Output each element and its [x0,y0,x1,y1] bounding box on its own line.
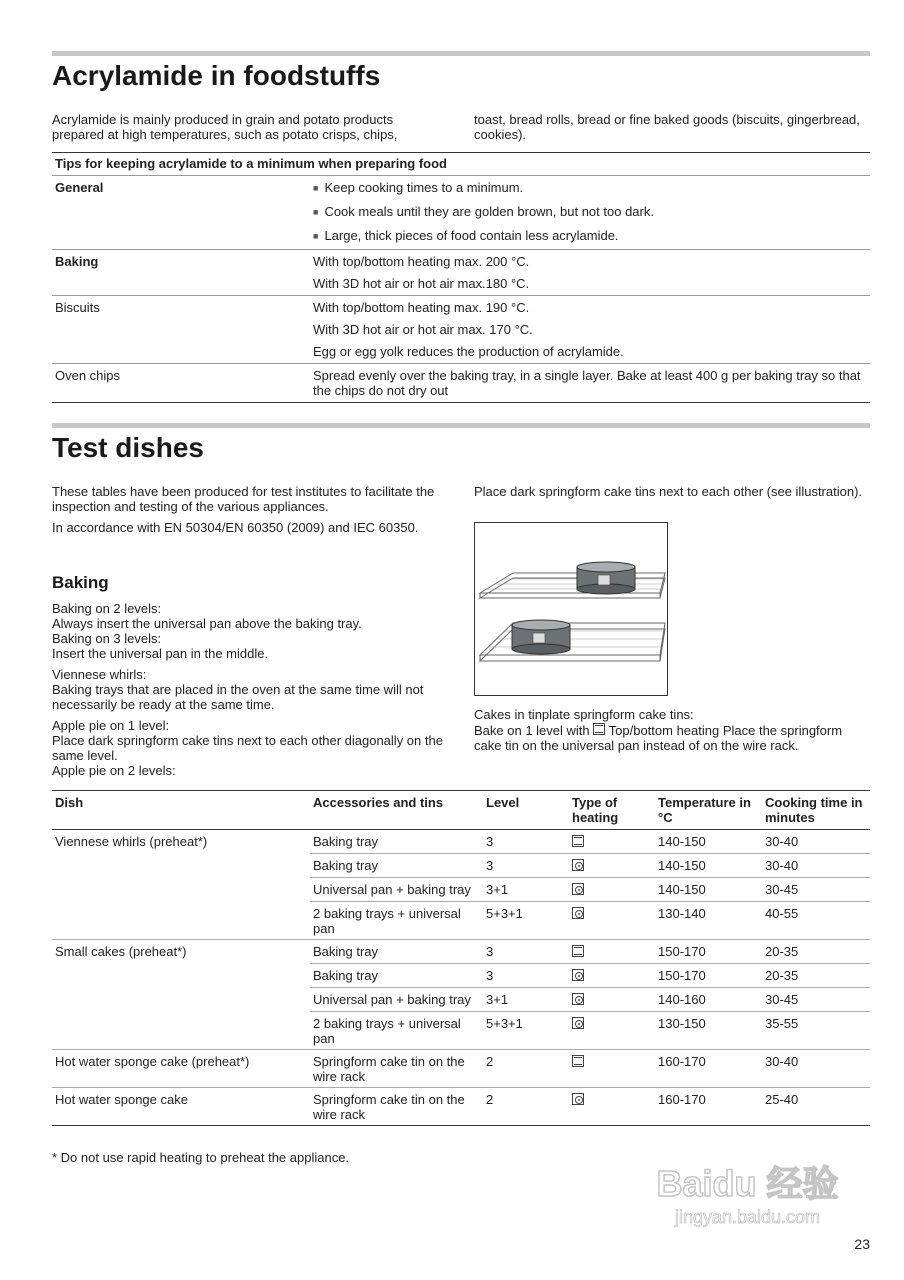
tips-table-row [52,250,870,274]
caption-text [474,722,870,753]
dish-cooking-time: 35-55 [762,1012,870,1050]
acrylamide-tips-table [52,152,870,403]
tips-text: Egg or egg yolk reduces the production of acrylamide. [313,344,624,359]
dish-accessories: Baking tray [310,854,483,878]
dish-name [52,964,310,988]
dish-table-row [52,940,870,964]
hot-air-icon [572,1093,584,1105]
baidu-watermark [640,1162,855,1228]
dish-table-row [52,1088,870,1126]
section-title-acrylamide: Acrylamide in foodstuffs [52,60,381,91]
dish-temperature: 130-150 [655,1012,762,1050]
acrylamide-intro-right: toast, bread rolls, bread or fine baked goods (biscuits, gingerbread, cookies). [474,112,860,142]
illustration-caption [474,707,870,753]
oven-racks-image [475,523,667,695]
baking-line: Baking trays that are placed in the oven at the same time will not necessarily be ready at the same time. [52,682,424,712]
baking-notes [52,601,448,784]
dish-heating [569,940,655,964]
dish-cooking-time: 40-55 [762,902,870,940]
dish-cooking-time: 20-35 [762,964,870,988]
dish-accessories: Springform cake tin on the wire rack [310,1088,483,1126]
table-footnote: * Do not use rapid heating to preheat the appliance. [52,1150,350,1165]
tips-text: ■ Large, thick pieces of food contain less acrylamide. [310,225,870,250]
tips-category: Oven chips [52,364,310,403]
dish-level: 3+1 [483,988,569,1012]
dish-accessories: Universal pan + baking tray [310,988,483,1012]
baking-line: Insert the universal pan in the middle. [52,646,269,661]
test-dishes-intro [52,484,448,541]
dish-cooking-time: 30-45 [762,878,870,902]
dish-table-row [52,830,870,854]
dish-table-header: Cooking time in minutes [762,791,870,830]
hot-air-icon [572,859,584,871]
dish-temperature: 140-150 [655,878,762,902]
dish-heating [569,1088,655,1126]
baking-paragraph [52,601,448,661]
tips-category [52,225,310,250]
dish-heating [569,1050,655,1088]
dish-level: 3 [483,854,569,878]
section-divider [52,423,870,428]
tips-category: General [55,180,104,195]
dish-name: Small cakes (preheat*) [52,940,310,964]
illustration-note: Place dark springform cake tins next to each other (see illustration). [474,484,863,499]
dish-cooking-time: 25-40 [762,1088,870,1126]
dish-temperature: 150-170 [655,940,762,964]
hot-air-icon [572,969,584,981]
top-bottom-heating-icon [572,945,584,957]
tips-table-row [52,225,870,250]
top-bottom-heating-icon [572,835,584,847]
dish-temperature: 130-140 [655,902,762,940]
watermark-url: jingyan.baidu.com [674,1207,821,1227]
dish-table-row [52,902,870,940]
tips-table-row [52,201,870,225]
dish-table-row [52,988,870,1012]
dish-name [52,902,310,940]
tips-table-row [52,273,870,296]
section-title-test-dishes: Test dishes [52,432,204,463]
dish-table-row [52,878,870,902]
caption-post: Top/bottom heating Place the springform cake tin on the universal pan instead of on the wire rack. [474,723,843,753]
section-divider [52,51,870,56]
dish-level: 3 [483,964,569,988]
dish-heating [569,830,655,854]
hot-air-icon [572,993,584,1005]
dish-accessories: Baking tray [310,940,483,964]
dish-level: 2 [483,1088,569,1126]
baking-line: Apple pie on 2 levels: [52,763,176,778]
tips-table-row [52,296,870,320]
dish-accessories: 2 baking trays + universal pan [310,902,483,940]
acrylamide-intro-left: Acrylamide is mainly produced in grain and potato products prepared at high temperatures, such as potato crisps, chips, [52,112,398,142]
dish-table-header: Level [483,791,569,830]
dish-heating [569,902,655,940]
dish-table-header: Temperature in °C [655,791,762,830]
top-bottom-heating-icon [593,723,605,735]
intro-paragraph: These tables have been produced for test institutes to facilitate the inspection and testing of the various appliances. [52,484,435,514]
tips-text: Spread evenly over the baking tray, in a single layer. Bake at least 400 g per baking tray so that the chips do not dry out [310,364,870,403]
tips-category [52,319,310,341]
tips-text: With top/bottom heating max. 200 °C. [310,250,870,274]
dish-temperature: 150-170 [655,964,762,988]
dish-heating [569,964,655,988]
tips-text: ■ Keep cooking times to a minimum. [310,176,870,202]
tips-text: With top/bottom heating max. 190 °C. [310,296,870,320]
dish-name: Hot water sponge cake (preheat*) [52,1050,310,1088]
dish-table-row [52,854,870,878]
top-bottom-heating-icon [572,1055,584,1067]
dish-heating [569,1012,655,1050]
dish-table-row [52,964,870,988]
dish-temperature: 140-160 [655,988,762,1012]
dish-table-row [52,1050,870,1088]
cake-tin-lower [512,620,570,654]
tips-category: Biscuits [52,296,310,320]
dish-cooking-time: 30-40 [762,854,870,878]
watermark-logo: Baidu 经验 [656,1163,839,1204]
dish-temperature: 140-150 [655,830,762,854]
dish-heating [569,854,655,878]
tips-category [52,341,310,364]
baking-paragraph [52,667,448,712]
dish-temperature: 160-170 [655,1088,762,1126]
hot-air-icon [572,1017,584,1029]
hot-air-icon [572,883,584,895]
test-dishes-table [52,790,870,1126]
tips-table-header: Tips for keeping acrylamide to a minimum when preparing food [52,153,870,176]
dish-level: 5+3+1 [483,902,569,940]
caption-line: Cakes in tinplate springform cake tins: [474,707,694,722]
dish-name: Hot water sponge cake [52,1088,310,1126]
baking-line: Viennese whirls: [52,667,147,682]
tips-table-row [52,176,870,202]
dish-heating [569,988,655,1012]
dish-table-row [52,1012,870,1050]
dish-table-header: Type of heating [569,791,655,830]
dish-level: 3 [483,830,569,854]
dish-accessories: 2 baking trays + universal pan [310,1012,483,1050]
baking-line: Baking on 3 levels: [52,631,162,646]
dish-level: 3+1 [483,878,569,902]
caption-pre: Bake on 1 level with [474,723,590,738]
dish-temperature: 140-150 [655,854,762,878]
dish-name [52,988,310,1012]
baking-line: Apple pie on 1 level: [52,718,170,733]
baking-paragraph [52,718,448,778]
hot-air-icon [572,907,584,919]
dish-cooking-time: 20-35 [762,940,870,964]
dish-table-header: Accessories and tins [310,791,483,830]
baking-line: Place dark springform cake tins next to each other diagonally on the same level. [52,733,443,763]
tips-text: With 3D hot air or hot air max.180 °C. [313,276,530,291]
dish-level: 2 [483,1050,569,1088]
tips-table-row [52,319,870,341]
intro-paragraph: In accordance with EN 50304/EN 60350 (2009) and IEC 60350. [52,520,419,535]
dish-accessories: Universal pan + baking tray [310,878,483,902]
dish-level: 3 [483,940,569,964]
dish-accessories: Springform cake tin on the wire rack [310,1050,483,1088]
dish-cooking-time: 30-40 [762,830,870,854]
tips-table-row [52,364,870,403]
tips-text: With 3D hot air or hot air max. 170 °C. [313,322,533,337]
dish-level: 5+3+1 [483,1012,569,1050]
dish-cooking-time: 30-45 [762,988,870,1012]
baking-line: Always insert the universal pan above the baking tray. [52,616,362,631]
tips-category [52,273,310,296]
tips-category [52,201,310,225]
page-number: 23 [854,1236,870,1252]
dish-cooking-time: 30-40 [762,1050,870,1088]
baking-heading: Baking [52,573,109,592]
tips-text: ■ Cook meals until they are golden brown, but not too dark. [310,201,870,225]
dish-temperature: 160-170 [655,1050,762,1088]
dish-heating [569,878,655,902]
dish-accessories: Baking tray [310,830,483,854]
tips-category: Baking [52,250,310,274]
dish-accessories: Baking tray [310,964,483,988]
baking-line: Baking on 2 levels: [52,601,162,616]
springform-tins-illustration [474,522,668,696]
tips-table-row [52,341,870,364]
dish-name: Viennese whirls (preheat*) [52,830,310,854]
dish-table-header: Dish [52,791,310,830]
dish-name [52,1012,310,1050]
cake-tin-upper [577,562,635,594]
dish-name [52,854,310,878]
dish-name [52,878,310,902]
